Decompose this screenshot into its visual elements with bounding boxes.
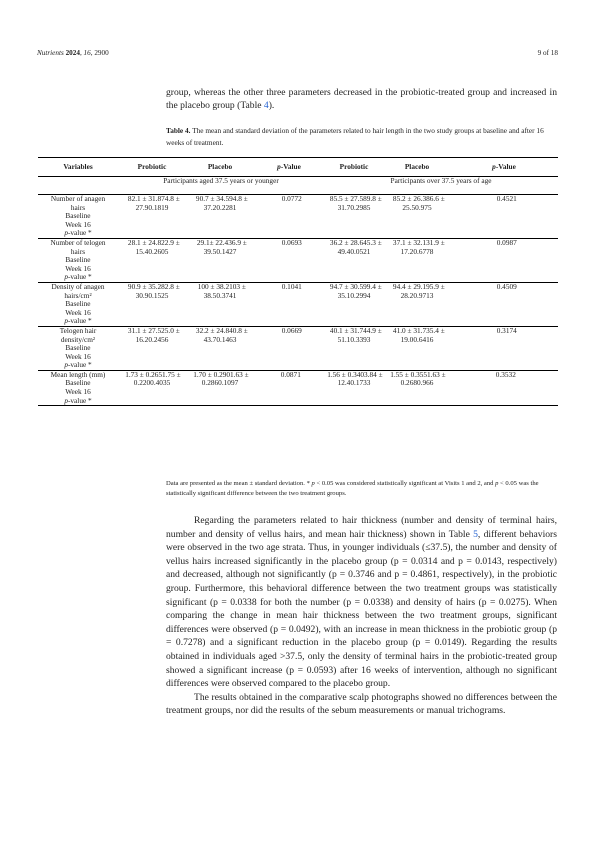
value-cell: 1.73 ± 0.2651.75 ± 0.2200.4035 [118,370,186,405]
variable-title: density/cm² [60,334,96,344]
variable-cell [38,326,118,370]
p-value-cell: 0.4509 [450,282,558,326]
p-value-cell: 0.0772 [254,195,324,239]
p-value-cell: 0.3532 [450,370,558,405]
row-label: p-value * [64,228,92,238]
value-cell: 90.7 ± 34.594.8 ± 37.20.2281 [186,195,254,239]
p-value-cell: 0.0987 [450,238,558,282]
table-block [38,238,558,282]
variable-title: hairs/cm² [64,290,92,300]
value-cell: 82.1 ± 31.874.8 ± 27.90.1819 [118,195,186,239]
p-value-cell: 0.0669 [254,326,324,370]
col-header: Probiotic [324,158,384,177]
value-cell: 94.4 ± 29.195.9 ± 28.20.9713 [384,282,450,326]
table-block [38,282,558,326]
value-cell: 85.2 ± 26.386.6 ± 25.50.975 [384,195,450,239]
variable-cell [38,370,118,405]
value-cell: 1.55 ± 0.3551.63 ± 0.2680.966 [384,370,450,405]
intro-paragraph: group, whereas the other three parameters decreased in the probiotic-treated group and increased in the placebo group (Table 4). [166,87,557,111]
table-5-link[interactable]: 5 [473,528,478,540]
value-cell: 94.7 ± 30.599.4 ± 35.10.2994 [324,282,384,326]
paragraph: The results obtained in the comparative scalp photographs showed no differences between the treatment groups, nor did the results of the sebum measurements or manual trichograms. [166,691,557,717]
subheader-old: Participants over 37.5 years of age [324,177,558,195]
col-header: Probiotic [118,158,186,177]
row-label: Baseline [65,378,91,388]
value-cell: 28.1 ± 24.822.9 ± 15.40.2605 [118,238,186,282]
row-label: Week 16 [65,219,91,229]
row-label: p-value * [64,360,92,370]
table-block [38,326,558,370]
p-value-cell: 0.4521 [450,195,558,239]
value-cell: 100 ± 38.2103 ± 38.50.3741 [186,282,254,326]
p-value-cell: 0.1041 [254,282,324,326]
subheader-row [38,177,558,195]
value-cell: 40.1 ± 31.744.9 ± 51.10.3393 [324,326,384,370]
paragraph: Regarding the parameters related to hair thickness (number and density of terminal hairs, number and density of vellus hairs, and mean hair thickness) shown in Table 5, different behaviors were observed in the two age strata. Thus, in younger individuals (≤37.5), the number and density of vellus hairs increased significantly in the placebo group (p = 0.0314 and p = 0.0143, respectively) and decreased, although not significantly (p = 0.3746 and p = 0.4861, respectively), in the probiotic group. Furthermore, this behavioral difference between the two treatment groups was statistically significant (p = 0.0338 for both the number (p = 0.0338) and density of hairs (p = 0.0275). When comparing the change in mean hair thickness between the two treatment groups, significant differences were observed (p = 0.0492), with an increase in mean thickness in the probiotic group (p = 0.7278) and a significant reduction in the placebo group (p = 0.0149). Regarding the results obtained in individuals aged >37.5, only the density of terminal hairs in the probiotic-treated group showed a significant increase (p = 0.0593) after 16 weeks of intervention, although no significant differences were observed compared to the placebo group. [166,515,557,690]
value-cell: 36.2 ± 28.645.3 ± 49.40.0521 [324,238,384,282]
row-label: Baseline [65,299,91,309]
col-header: p-Value [254,158,324,177]
subheader-young: Participants aged 37.5 years or younger [118,177,324,195]
row-label: Week 16 [65,307,91,317]
variable-title: Number of anagen [50,194,106,203]
col-header: Placebo [186,158,254,177]
variable-cell [38,238,118,282]
value-cell: 41.0 ± 31.735.4 ± 19.00.6416 [384,326,450,370]
variable-title: hairs [70,246,86,256]
row-label: Week 16 [65,351,91,361]
row-label: Baseline [65,255,91,265]
value-cell: 1.70 ± 0.2901.63 ± 0.2860.1097 [186,370,254,405]
table-caption: Table 4. The mean and standard deviation of the parameters related to hair length in the two study groups at baseline and after 16 weeks of treatment. [166,126,544,147]
p-value-cell: 0.3174 [450,326,558,370]
col-header: Variables [38,158,118,177]
value-cell: 90.9 ± 35.282.8 ± 30.90.1525 [118,282,186,326]
value-cell: 31.1 ± 27.525.0 ± 16.20.2456 [118,326,186,370]
p-value-cell: 0.0693 [254,238,324,282]
variable-title: Number of telogen [50,237,106,247]
value-cell: 29.1± 22.436.9 ± 39.50.1427 [186,238,254,282]
p-value-cell: 0.0871 [254,370,324,405]
row-label: p-value * [64,272,92,282]
citation: Nutrients 2024, 16, 2900 [37,49,109,57]
row-label: Baseline [65,211,91,221]
col-header: p-Value [450,158,558,177]
data-table [38,157,558,406]
variable-cell [38,195,118,239]
value-cell: 1.56 ± 0.3403.84 ± 12.40.1733 [324,370,384,405]
col-header: Placebo [384,158,450,177]
variable-cell [38,282,118,326]
table-footnote: Data are presented as the mean ± standard deviation. * p < 0.05 was considered statistically significant at Visits 1 and 2, and p < 0.05 was the statistically significant difference between the two treatment groups. [166,480,539,497]
row-label: p-value * [64,316,92,326]
body-text [166,514,557,718]
variable-title: Density of anagen [51,281,105,291]
page-number: 9 of 18 [537,49,558,57]
row-label: Baseline [65,343,91,353]
value-cell: 37.1 ± 32.131.9 ± 17.20.6778 [384,238,450,282]
variable-title: hairs [70,202,86,212]
value-cell: 32.2 ± 24.840.8 ± 43.70.1463 [186,326,254,370]
value-cell: 85.5 ± 27.589.8 ± 31.70.2985 [324,195,384,239]
variable-title: Mean length (mm) [50,369,106,379]
table-4-link[interactable]: 4 [263,100,269,111]
variable-title: Telogen hair [59,325,97,335]
row-label: Week 16 [65,387,91,397]
row-label: Week 16 [65,263,91,273]
table-block [38,370,558,405]
table-header-row [38,158,558,177]
row-label: p-value * [64,395,92,405]
table-block [38,195,558,239]
